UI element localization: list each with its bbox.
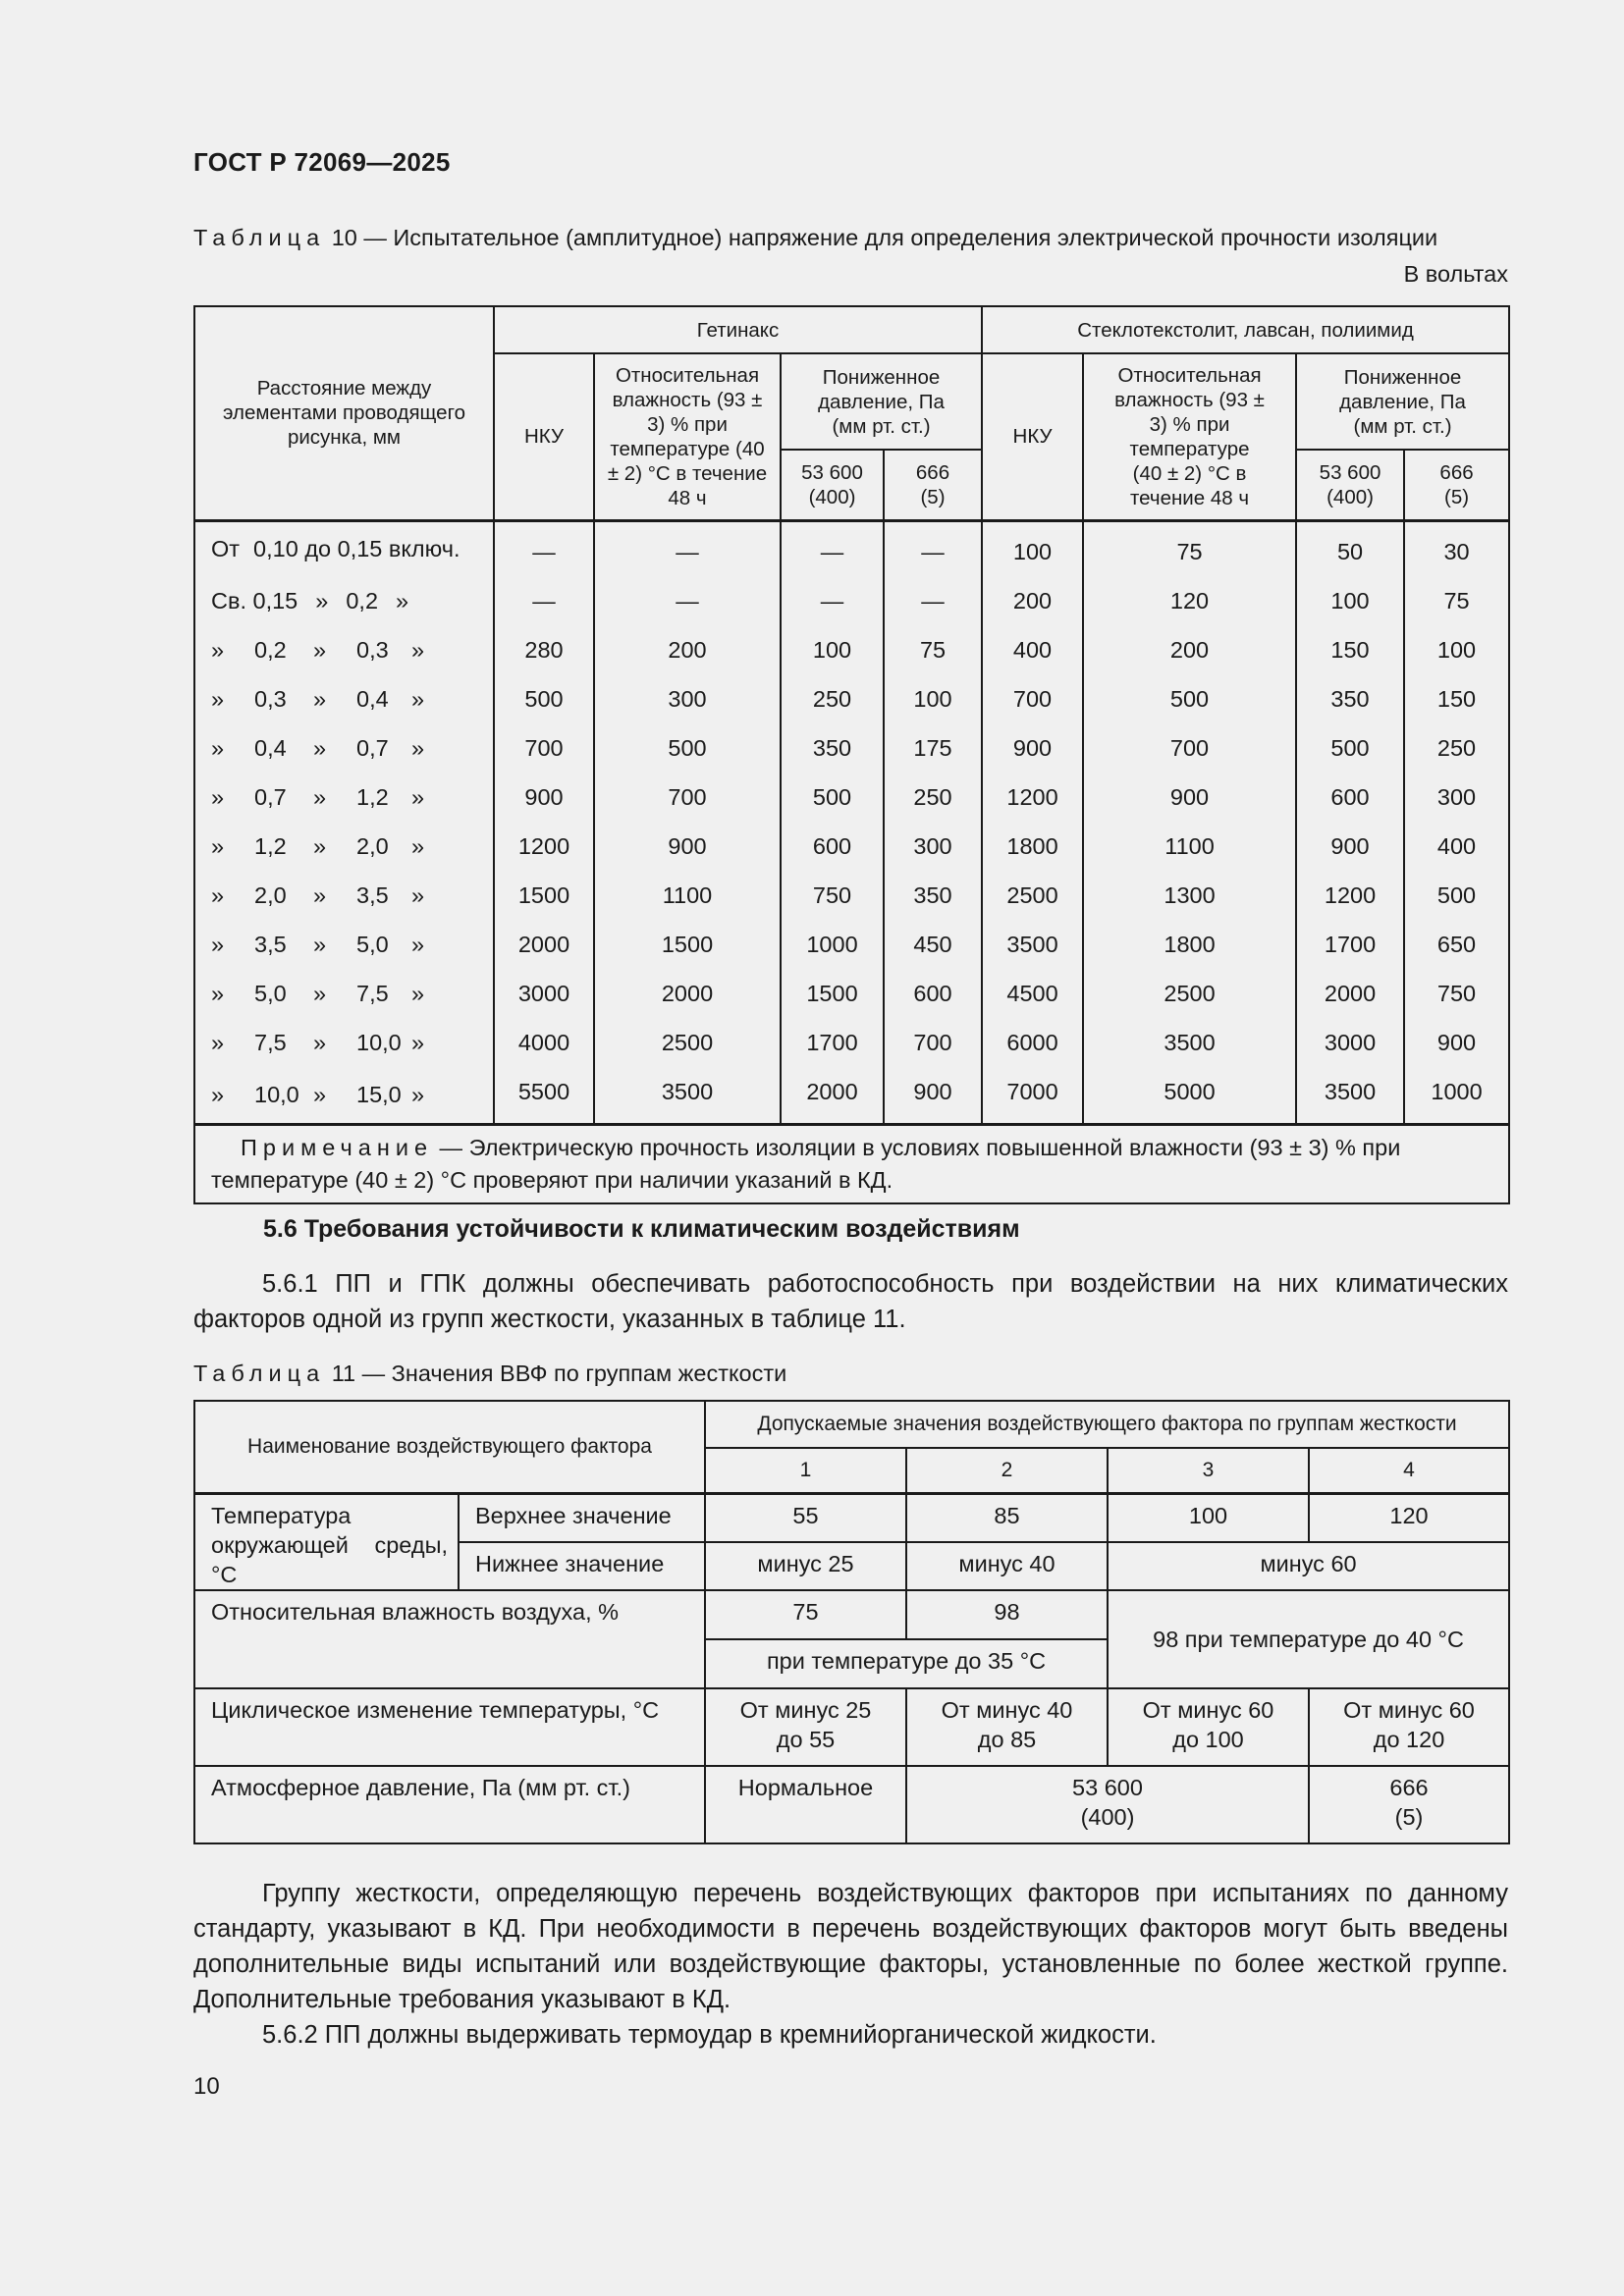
row-label: » 10,0 » 15,0 » [194, 1068, 494, 1125]
cell-value: 500 [1083, 675, 1296, 724]
cell-value: 2500 [982, 872, 1083, 921]
cell-value: 700 [1083, 724, 1296, 774]
cell-value: 400 [1404, 823, 1509, 872]
header-pressure: Пониженное давление, Па (мм рт. ст.) [781, 353, 982, 450]
cell-value: 100 [982, 520, 1083, 577]
section-title: 5.6 Требования устойчивости к климатическим воздействиям [263, 1215, 1020, 1243]
cell-value: 600 [1296, 774, 1404, 823]
header-nku-2: НКУ [982, 353, 1083, 520]
cell-value: 200 [594, 626, 781, 675]
group-1: 1 [705, 1448, 906, 1493]
header-distance: Расстояние между элементами проводящего рисунка, мм [194, 306, 494, 520]
cell-value: 120 [1083, 577, 1296, 626]
standard-header: ГОСТ Р 72069—2025 [193, 147, 451, 177]
header-allowed: Допускаемые значения воздействующего фактора по группам жесткости [705, 1401, 1509, 1448]
cell-value: — [884, 520, 982, 577]
lower-1: минус 25 [705, 1542, 906, 1590]
cell-value: 250 [1404, 724, 1509, 774]
lower-label: Нижнее значение [459, 1542, 705, 1590]
table-row [194, 872, 1509, 921]
upper-label: Верхнее значение [459, 1493, 705, 1542]
header-p2-2: 666 (5) [1404, 450, 1509, 520]
cell-value: 200 [982, 577, 1083, 626]
upper-4: 120 [1309, 1493, 1509, 1542]
cell-value: — [781, 577, 884, 626]
cell-value: 1300 [1083, 872, 1296, 921]
cell-value: 650 [1404, 921, 1509, 970]
cell-value: 900 [494, 774, 594, 823]
cell-value: 75 [1404, 577, 1509, 626]
humidity-12-note: при температуре до 35 °С [705, 1639, 1108, 1688]
humidity-label: Относительная влажность воздуха, % [194, 1590, 705, 1688]
cyclic-3: От минус 60 до 100 [1108, 1688, 1309, 1766]
table10-caption: Таблица 10 — Испытательное (амплитудное) напряжение для определения электрической прочности изоляции [193, 225, 1438, 250]
cell-value: 900 [1404, 1019, 1509, 1068]
cell-value: 700 [982, 675, 1083, 724]
cell-value: 600 [781, 823, 884, 872]
cell-value: — [594, 577, 781, 626]
cell-value: 2000 [781, 1068, 884, 1125]
cell-value: 3500 [594, 1068, 781, 1125]
cell-value: 750 [781, 872, 884, 921]
cell-value: 900 [1083, 774, 1296, 823]
pressure-23: 53 600 (400) [906, 1766, 1309, 1843]
table-row [194, 675, 1509, 724]
cell-value: 5500 [494, 1068, 594, 1125]
page-number: 10 [193, 2073, 220, 2100]
cell-value: 3000 [1296, 1019, 1404, 1068]
cell-value: 300 [594, 675, 781, 724]
row-label: » 0,3 » 0,4 » [194, 675, 494, 724]
header-p1-2: 53 600 (400) [1296, 450, 1404, 520]
header-p2: 666 (5) [884, 450, 982, 520]
cell-value: 400 [982, 626, 1083, 675]
cell-value: 4000 [494, 1019, 594, 1068]
cell-value: 300 [1404, 774, 1509, 823]
row-label: » 0,4 » 0,7 » [194, 724, 494, 774]
cell-value: 600 [884, 970, 982, 1019]
cell-value: 700 [594, 774, 781, 823]
row-label: » 5,0 » 7,5 » [194, 970, 494, 1019]
table-row [194, 970, 1509, 1019]
header-getinax: Гетинакс [494, 306, 982, 353]
row-label: » 7,5 » 10,0 » [194, 1019, 494, 1068]
cell-value: 300 [884, 823, 982, 872]
cell-value: 6000 [982, 1019, 1083, 1068]
table-row [194, 774, 1509, 823]
cell-value: 150 [1404, 675, 1509, 724]
upper-3: 100 [1108, 1493, 1309, 1542]
paragraph-group: Группу жесткости, определяющую перечень воздействующих факторов при испытаниях по данному стандарту, указывают в КД. При необходимости в перечень воздействующих факторов могут быть введены дополнительные виды испытаний или воздействующие факторы, установленные по более жесткой группе. Дополнительные требования указывают в КД. [193, 1880, 1508, 2013]
group-4: 4 [1309, 1448, 1509, 1493]
pressure-1: Нормальное [705, 1766, 906, 1843]
cell-value: 2500 [594, 1019, 781, 1068]
cell-value: 350 [781, 724, 884, 774]
cell-value: 1000 [1404, 1068, 1509, 1125]
cell-value: — [594, 520, 781, 577]
header-steklo: Стеклотекстолит, лавсан, полиимид [982, 306, 1509, 353]
cell-value: 900 [884, 1068, 982, 1125]
cell-value: 30 [1404, 520, 1509, 577]
table10 [193, 305, 1510, 1204]
humidity-34: 98 при температуре до 40 °С [1108, 1590, 1509, 1688]
cell-value: 250 [884, 774, 982, 823]
cell-value: 1800 [1083, 921, 1296, 970]
upper-1: 55 [705, 1493, 906, 1542]
upper-2: 85 [906, 1493, 1108, 1542]
cell-value: 150 [1296, 626, 1404, 675]
cell-value: 1500 [781, 970, 884, 1019]
lower-34: минус 60 [1108, 1542, 1509, 1590]
row-label: » 3,5 » 5,0 » [194, 921, 494, 970]
cell-value: 700 [494, 724, 594, 774]
cell-value: 1700 [1296, 921, 1404, 970]
cell-value: 350 [1296, 675, 1404, 724]
cell-value: 1500 [594, 921, 781, 970]
header-pressure-2: Пониженное давление, Па (мм рт. ст.) [1296, 353, 1509, 450]
cell-value: 1200 [494, 823, 594, 872]
cell-value: 280 [494, 626, 594, 675]
row-label: » 0,2 » 0,3 » [194, 626, 494, 675]
row-label: » 0,7 » 1,2 » [194, 774, 494, 823]
cell-value: 50 [1296, 520, 1404, 577]
cell-value: — [884, 577, 982, 626]
cyclic-4: От минус 60 до 120 [1309, 1688, 1509, 1766]
cell-value: 1800 [982, 823, 1083, 872]
cell-value: 2000 [594, 970, 781, 1019]
cell-value: 250 [781, 675, 884, 724]
pressure-4: 666 (5) [1309, 1766, 1509, 1843]
cell-value: 900 [982, 724, 1083, 774]
cyclic-label: Циклическое изменение температуры, °С [194, 1688, 705, 1766]
table10-units: В вольтах [1403, 261, 1508, 287]
cell-value: 175 [884, 724, 982, 774]
table-row [194, 1019, 1509, 1068]
cell-value: 700 [884, 1019, 982, 1068]
group-2: 2 [906, 1448, 1108, 1493]
cell-value: — [781, 520, 884, 577]
cell-value: 3500 [982, 921, 1083, 970]
cell-value: — [494, 577, 594, 626]
cell-value: 200 [1083, 626, 1296, 675]
cell-value: 500 [781, 774, 884, 823]
table11 [193, 1400, 1510, 1844]
cell-value: 500 [1404, 872, 1509, 921]
cell-value: 500 [494, 675, 594, 724]
temp-label: Температура окружающей среды, °С [194, 1493, 459, 1590]
cell-value: 2500 [1083, 970, 1296, 1019]
table-row [194, 921, 1509, 970]
humidity-2: 98 [906, 1590, 1108, 1639]
cell-value: 4500 [982, 970, 1083, 1019]
cell-value: 100 [884, 675, 982, 724]
header-nku: НКУ [494, 353, 594, 520]
cell-value: 5000 [1083, 1068, 1296, 1125]
cell-value: — [494, 520, 594, 577]
cell-value: 100 [781, 626, 884, 675]
group-3: 3 [1108, 1448, 1309, 1493]
cell-value: 3500 [1296, 1068, 1404, 1125]
cell-value: 2000 [494, 921, 594, 970]
cell-value: 350 [884, 872, 982, 921]
cell-value: 100 [1296, 577, 1404, 626]
table11-caption: Таблица 11 — Значения ВВФ по группам жесткости [193, 1361, 787, 1386]
table-row [194, 520, 1509, 577]
table10-note: Примечание — Электрическую прочность изоляции в условиях повышенной влажности (93 ± 3) % при температуре (40 ± 2) °С проверяют при наличии указаний в КД. [194, 1124, 1509, 1203]
cell-value: 75 [1083, 520, 1296, 577]
cyclic-2: От минус 40 до 85 [906, 1688, 1108, 1766]
cell-value: 3500 [1083, 1019, 1296, 1068]
cell-value: 1000 [781, 921, 884, 970]
header-humidity: Относительная влажность (93 ± 3) % при температуре (40 ± 2) °С в течение 48 ч [594, 353, 781, 520]
cell-value: 1500 [494, 872, 594, 921]
cell-value: 900 [594, 823, 781, 872]
cell-value: 500 [594, 724, 781, 774]
header-p1: 53 600 (400) [781, 450, 884, 520]
header-humidity-2: Относительная влажность (93 ± 3) % при температуре (40 ± 2) °С в течение 48 ч [1083, 353, 1296, 520]
table-row [194, 1068, 1509, 1125]
pressure-label: Атмосферное давление, Па (мм рт. ст.) [194, 1766, 705, 1843]
cyclic-1: От минус 25 до 55 [705, 1688, 906, 1766]
header-factor: Наименование воздействующего фактора [194, 1401, 705, 1493]
cell-value: 1200 [1296, 872, 1404, 921]
table-row [194, 724, 1509, 774]
paragraph-5-6-1: 5.6.1 ПП и ГПК должны обеспечивать работоспособность при воздействии на них климатических факторов одной из групп жесткости, указанных в таблице 11. [193, 1270, 1508, 1333]
cell-value: 75 [884, 626, 982, 675]
paragraph-5-6-2: 5.6.2 ПП должны выдерживать термоудар в кремнийорганической жидкости. [262, 2021, 1157, 2049]
cell-value: 900 [1296, 823, 1404, 872]
row-label: Св. 0,15 » 0,2 » [194, 577, 494, 626]
cell-value: 500 [1296, 724, 1404, 774]
cell-value: 1100 [1083, 823, 1296, 872]
cell-value: 450 [884, 921, 982, 970]
row-label: » 1,2 » 2,0 » [194, 823, 494, 872]
row-label: От 0,10 до 0,15 включ. [194, 520, 494, 577]
table10-body [194, 520, 1509, 1124]
cell-value: 100 [1404, 626, 1509, 675]
cell-value: 3000 [494, 970, 594, 1019]
cell-value: 1100 [594, 872, 781, 921]
cell-value: 1200 [982, 774, 1083, 823]
row-label: » 2,0 » 3,5 » [194, 872, 494, 921]
table-row [194, 577, 1509, 626]
lower-2: минус 40 [906, 1542, 1108, 1590]
cell-value: 7000 [982, 1068, 1083, 1125]
table-row [194, 823, 1509, 872]
cell-value: 750 [1404, 970, 1509, 1019]
table-row [194, 626, 1509, 675]
cell-value: 1700 [781, 1019, 884, 1068]
humidity-1: 75 [705, 1590, 906, 1639]
cell-value: 2000 [1296, 970, 1404, 1019]
